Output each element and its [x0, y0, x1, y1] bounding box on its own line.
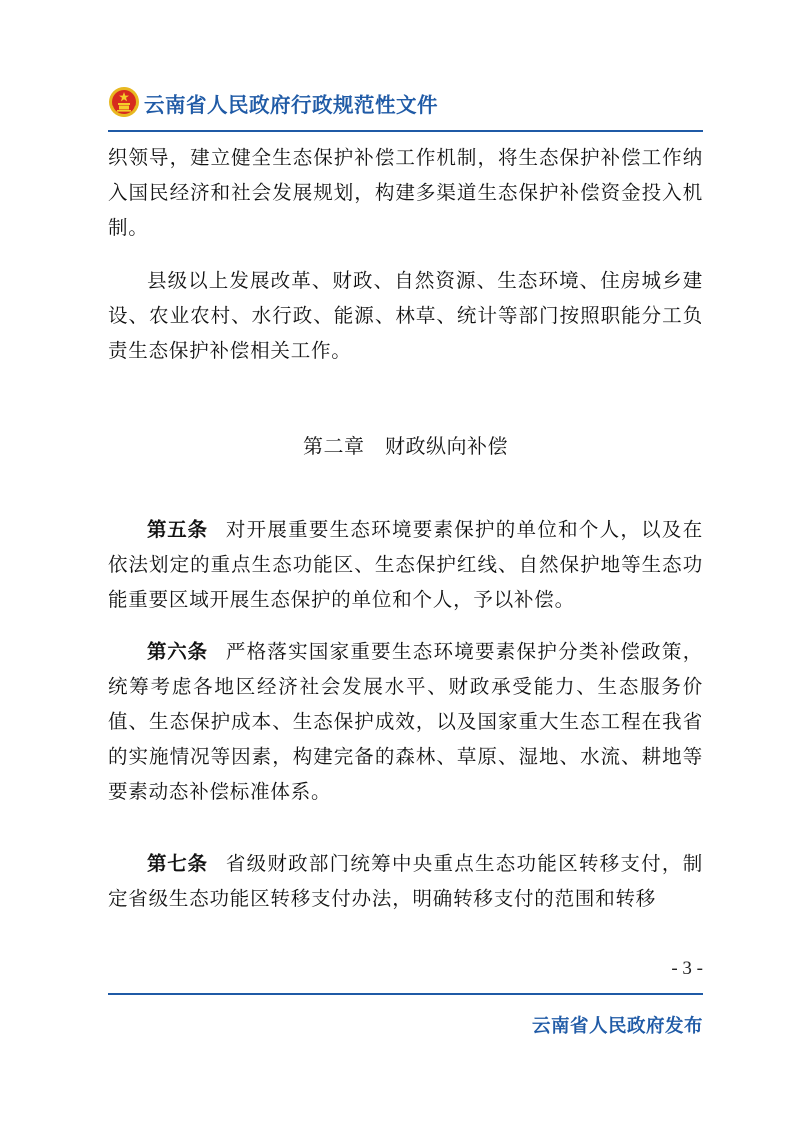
article-7: [108, 846, 703, 916]
header-divider: [108, 130, 703, 132]
article-5: [108, 512, 703, 617]
chapter-heading: 第二章 财政纵向补偿: [303, 434, 508, 458]
paragraph-departments: 县级以上发展改革、财政、自然资源、生态环境、住房城乡建设、农业农村、水行政、能源、林草、统计等部门按照职能分工负责生态保护补偿相关工作。: [108, 269, 703, 362]
paragraph-continued: 织领导，建立健全生态保护补偿工作机制，将生态保护补偿工作纳入国民经济和社会发展规划，构建多渠道生态保护补偿资金投入机制。: [108, 146, 703, 239]
article-text: 对开展重要生态环境要素保护的单位和个人，以及在依法划定的重点生态功能区、生态保护红线、自然保护地等生态功能重要区域开展生态保护的单位和个人，予以补偿。: [108, 518, 703, 611]
article-label: 第六条: [147, 640, 208, 663]
article-label: 第七条: [147, 852, 208, 875]
article-6: [108, 634, 703, 809]
document-header: [108, 84, 703, 130]
national-emblem-icon: [108, 86, 140, 118]
header-title: 云南省人民政府行政规范性文件: [144, 93, 438, 117]
footer-publisher: 云南省人民政府发布: [531, 1016, 703, 1037]
footer-divider: [108, 993, 703, 995]
page-number: - 3 -: [671, 958, 703, 979]
article-label: 第五条: [147, 518, 208, 541]
article-text: 严格落实国家重要生态环境要素保护分类补偿政策，统筹考虑各地区经济社会发展水平、财政承受能力、生态服务价值、生态保护成本、生态保护成效，以及国家重大生态工程在我省的实施情况等因素，构建完备的森林、草原、湿地、水流、耕地等要素动态补偿标准体系。: [108, 640, 703, 803]
article-text: 省级财政部门统筹中央重点生态功能区转移支付，制定省级生态功能区转移支付办法，明确转移支付的范围和转移: [108, 852, 703, 910]
